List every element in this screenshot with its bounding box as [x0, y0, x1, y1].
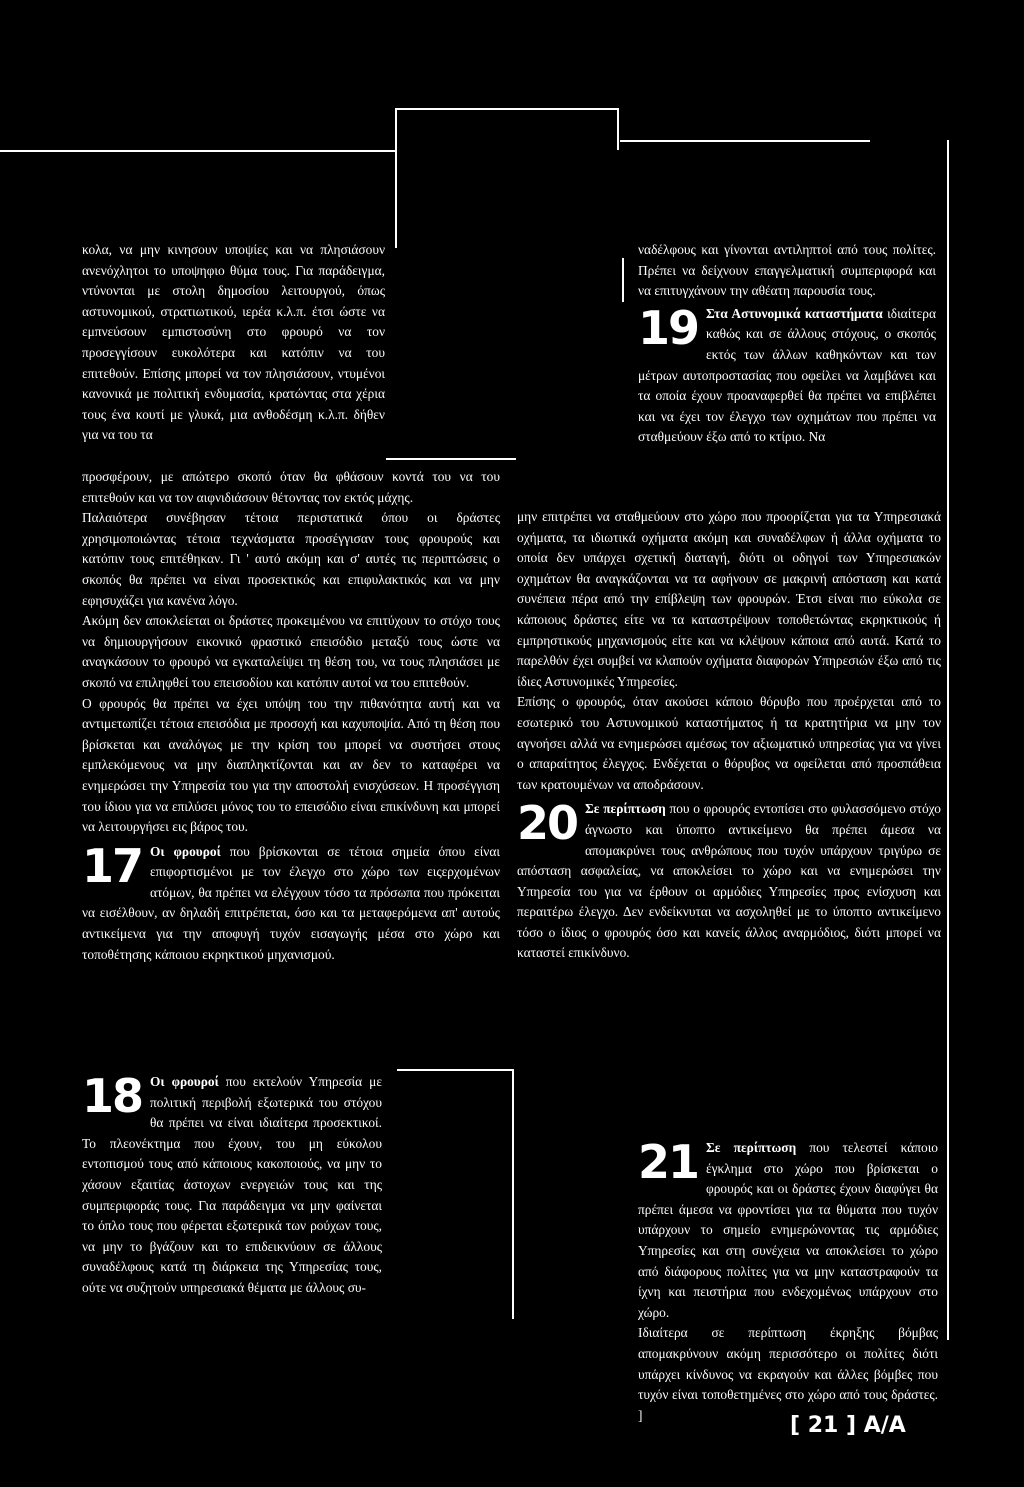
section-19-text: ιδιαίτερα καθώς και σε άλλους στόχους, ο σκοπός εκτός των άλλων καθηκόντων και των μέτρων αυτοπροστασίας που οφείλει να λαμβάνει και τα οποία έχουν προαναφερθεί θα πρέπει να επιβλέπει και να έχει τον έλεγχο των οχημάτων που πρέπει να σταθμεύουν έξω από το κτίριο. Να: [638, 305, 937, 445]
frame-right-vertical: [617, 108, 619, 150]
left-top-paragraph: κολα, να μην κινησουν υποψίες και να πλησιάσουν ανενόχλητοι το υποψηφιο θύμα τους. Για παράδειγμα, ντύνονται με στολη δημοσίου λειτουργού, όπως αστυνομικού, στρατιωτικού, ιερέα κ.λ.π. έτσι ώστε να εμπνεύσουν εμπιστοσύνη στο φρουρό να τον προσεγγίσουν ευκολότερα και κατόπιν να του επιτεθούν. Επίσης μπορεί να τον πλησιάσουν, ντυμένοι κανονικά με πολιτική ενδυμασία, κρατώντας στα χέρια τους ένα κουτί με γλυκά, μια ανθοδέσμη κ.λ.π. δήθεν για να του τα: [82, 242, 385, 443]
top-frame-line: [395, 108, 617, 110]
section-19-lead: Στα Αστυνομικά καταστήματα: [706, 305, 883, 321]
section-17-lead: Οι φρουροί: [150, 843, 221, 859]
section-20-text: που ο φρουρός εντοπίσει στο φυλασσόμενο στόχο άγνωστο και ύποπτο αντικείμενο θα πρέπει άμεσα να απομακρύνει τους ανθρώπους που τυχόν υπάρχουν τριγύρω σε απόσταση ασφαλείας, να αποκλείσει το χώρο και να ενημερώσει την Υπηρεσία του για να έρθουν οι αρμόδιες Υπηρεσίες προς ενίσχυση και περαιτέρω έλεγχο. Δεν ενδείκνυται να ασχοληθεί με το ύποπτο αντικείμενο τόσο ο ίδιος ο φρουρός όσο και κανείς άλλος αναρμόδιος, διότι μπορεί να καταστεί επικίνδυνο.: [517, 801, 941, 961]
left-wide-paragraph-4: Ο φρουρός θα πρέπει να έχει υπόψη του την πιθανότητα αυτή και να αντιμετωπίζει τέτοια επεισόδια με προσοχή και καχυποψία. Από τη θέση που βρίσκεται και αναλόγως με την κρίση του μπορεί να συστήσει στους εμπλεκόμενους να μην διαπληκτίζονται και αν δεν το καταφέρει να ενημερώσει την Υπηρεσία του για την αποστολή ενισχύσεων. Η προσέγγιση του ίδιου για να επιλύσει μόνος του το επεισόδιο είναι επικίνδυνη και μπορεί να λειτουργήσει εις βάρος του.: [82, 695, 500, 835]
right-top-paragraph: ναδέλφους και γίνονται αντιληπτοί από τους πολίτες. Πρέπει να δείχνουν επαγγελματική συμπεριφορά και να επιτυγχάνουν την αθέατη παρουσία τους.: [638, 242, 936, 299]
left-wide-paragraph-3: Ακόμη δεν αποκλείεται οι δράστες προκειμένου να επιτύχουν το στόχο τους να δημιουργήσουν εικονικό φραστικό επεισόδιο μεταξύ τους ώστε να αναγκάσουν το φρουρό να εγκαταλείψει τη θέση του, να τους πλησιάσει με σκοπό να επιληφθεί του επεισοδίου και κατόπιν αυτοί να του επιτεθούν.: [82, 613, 500, 690]
section-19-number: 19: [638, 300, 699, 355]
section-17: [82, 838, 500, 966]
right-column-bottom: [638, 1135, 938, 1426]
left-column-wide: [82, 467, 500, 965]
section-21-number: 21: [638, 1135, 699, 1189]
lower-vertical-line: [512, 1069, 514, 1319]
right-wide-paragraph-1: μην επιτρέπει να σταθμεύουν στο χώρο που προορίζεται για τα Υπηρεσιακά οχήματα, τα ιδιωτικά οχήματα ακόμη και συναδέλφων ή άλλα οχήματα το οποία δεν υπάρχει σχετική διαταγή, διότι οι οδηγοί των Υπηρεσιακών οχημάτων θα αναγκάζονται να τα αφήνουν σε μακρινή απόσταση και κατά συνέπεια πέρα από την επίβλεψη των φρουρών. Έτσι είναι πιο εύκολα σε κάποιους δράστες είτε να τα καταστρέψουν τοποθετώντας εκρηκτικούς ή εμπρηστικούς μηχανισμούς είτε και να κλέψουν κάποια από αυτά. Κατά το παρελθόν έχει συμβεί να κλαπούν οχήματα διαφορών Υπηρεσιών έξω από τις ίδιες Αστυνομικές Υπηρεσίες.: [517, 509, 941, 689]
section-18: [82, 1069, 382, 1299]
left-wide-paragraph-1: προσφέρουν, με απώτερο σκοπό όταν θα φθάσουν κοντά του να του επιτεθούν και να τον αιφνιδιάσουν θέτοντας τον εκτός μάχης.: [82, 469, 500, 505]
lower-box-line: [397, 1069, 513, 1071]
section-19: [638, 300, 937, 448]
section-21-lead: Σε περίπτωση: [706, 1140, 797, 1155]
right-column-wide: [517, 507, 941, 964]
section-18-text: που εκτελούν Υπηρεσία με πολιτική περιβολή εξωτερικά του στόχου θα πρέπει να είναι ιδιαίτερα προσεκτικοί. Το πλεονέκτημα που έχουν, του μη εύκολου εντοπισμού τους από κάποιους κακοποιούς, να μην το χάσουν εξαιτίας άστοχων ενεργειών τους και της συμπεριφοράς τους. Για παράδειγμα να μην φαίνεται το όπλο τους που φέρεται εξωτερικά των ρούχων τους, να μην το βγάζουν και το επιδεικνύουν σε άλλους συναδέλφους κατά τη διάρκεια της Υπηρεσίας τους, ούτε να συζητούν υπηρεσιακά θέματα με άλλους συ-: [82, 1074, 382, 1295]
top-band: [0, 0, 1024, 150]
page-footer: [ 21 ] A/A: [790, 1413, 906, 1438]
left-wide-paragraph-2: Παλαιότερα συνέβησαν τέτοια περιστατικά όπου οι δράστες χρησιμοποιώντας τέτοια τεχνάσματα προσέγγισαν τους φρουρούς και κατόπιν τους επιτέθηκαν. Γι ' αυτό ακόμη και σ' αυτές τις περιπτώσεις ο σκοπός θα πρέπει να είναι προσεκτικός και επιφυλακτικός και να μην εφησυχάζει για κανένα λόγο.: [82, 510, 500, 608]
section-21-text: που τελεστεί κάποιο έγκλημα στο χώρο που βρίσκεται ο φρουρός και οι δράστες έχουν διαφύγει θα πρέπει άμεσα να φροντίσει για τα θύματα που τυχόν υπάρχουν το σημείο ενημερώνοντας τις αρμόδιες Υπηρεσίες και στη συνέχεια να αποκλείσει το χώρο από διάφορους πολίτες για να μην καταστραφούν τα ίχνη και πειστήρια που ενδεχομένως υπάρχουν στο χώρο.: [638, 1140, 938, 1320]
frame-left-vertical: [395, 108, 397, 248]
mid-vertical-line: [622, 258, 624, 302]
section-17-text: που βρίσκονται σε τέτοια σημεία όπου είναι επιφορτισμένοι με τον έλεγχο στο χώρο των ειςερχομένων ατόμων, θα πρέπει να ελέγχουν τόσο τα πρόσωπα που πρόκειται να εισέλθουν, αν δηλαδή επιτρέπεται, όσο και τα μεταφερόμενα απ' αυτούς αντικείμενα για την αποφυγή τυχόν εισαγωγής μέσα στο χώρο και τοποθέτησης κάποιου εκρηκτικού μηχανισμού.: [82, 843, 500, 962]
right-wide-paragraph-2: Επίσης ο φρουρός, όταν ακούσει κάποιο θόρυβο που προέρχεται από το εσωτερικό του Αστυνομικού καταστήματος ή τα κρατητήρια να μην τον αγνοήσει αλλά να ενημερώσει αμέσως τον αξιωματικό υπηρεσίας για να γίνει ο απαραίτητος έλεγχος. Ενδέχεται ο θόρυβος να οφείλεται από προσπάθεια των κρατουμένων να αποδράσουν.: [517, 694, 941, 792]
right-last-paragraph: Ιδιαίτερα σε περίπτωση έκρηξης βόμβας απομακρύνουν ακόμη περισσότερο οι πολίτες διότι υπάρχει κίνδυνος να εκραγούν και άλλες βόμβες που τυχόν είναι τοποθετημένες στο χώρο από τους δράστες. ]: [638, 1325, 938, 1423]
section-20: [517, 796, 941, 964]
left-column-bottom: [82, 1069, 382, 1299]
right-column-top: [638, 240, 936, 448]
section-20-lead: Σε περίπτωση: [585, 801, 666, 817]
section-18-number: 18: [82, 1069, 143, 1123]
mid-divider-line: [386, 458, 516, 460]
section-17-number: 17: [82, 838, 143, 893]
section-18-lead: Οι φρουροί: [150, 1074, 219, 1089]
top-frame-left-stub: [0, 150, 395, 152]
section-21: [638, 1135, 938, 1323]
left-column-top: [82, 240, 385, 446]
right-edge-line: [947, 140, 949, 1340]
top-frame-line-2: [620, 140, 870, 142]
section-20-number: 20: [517, 796, 578, 851]
